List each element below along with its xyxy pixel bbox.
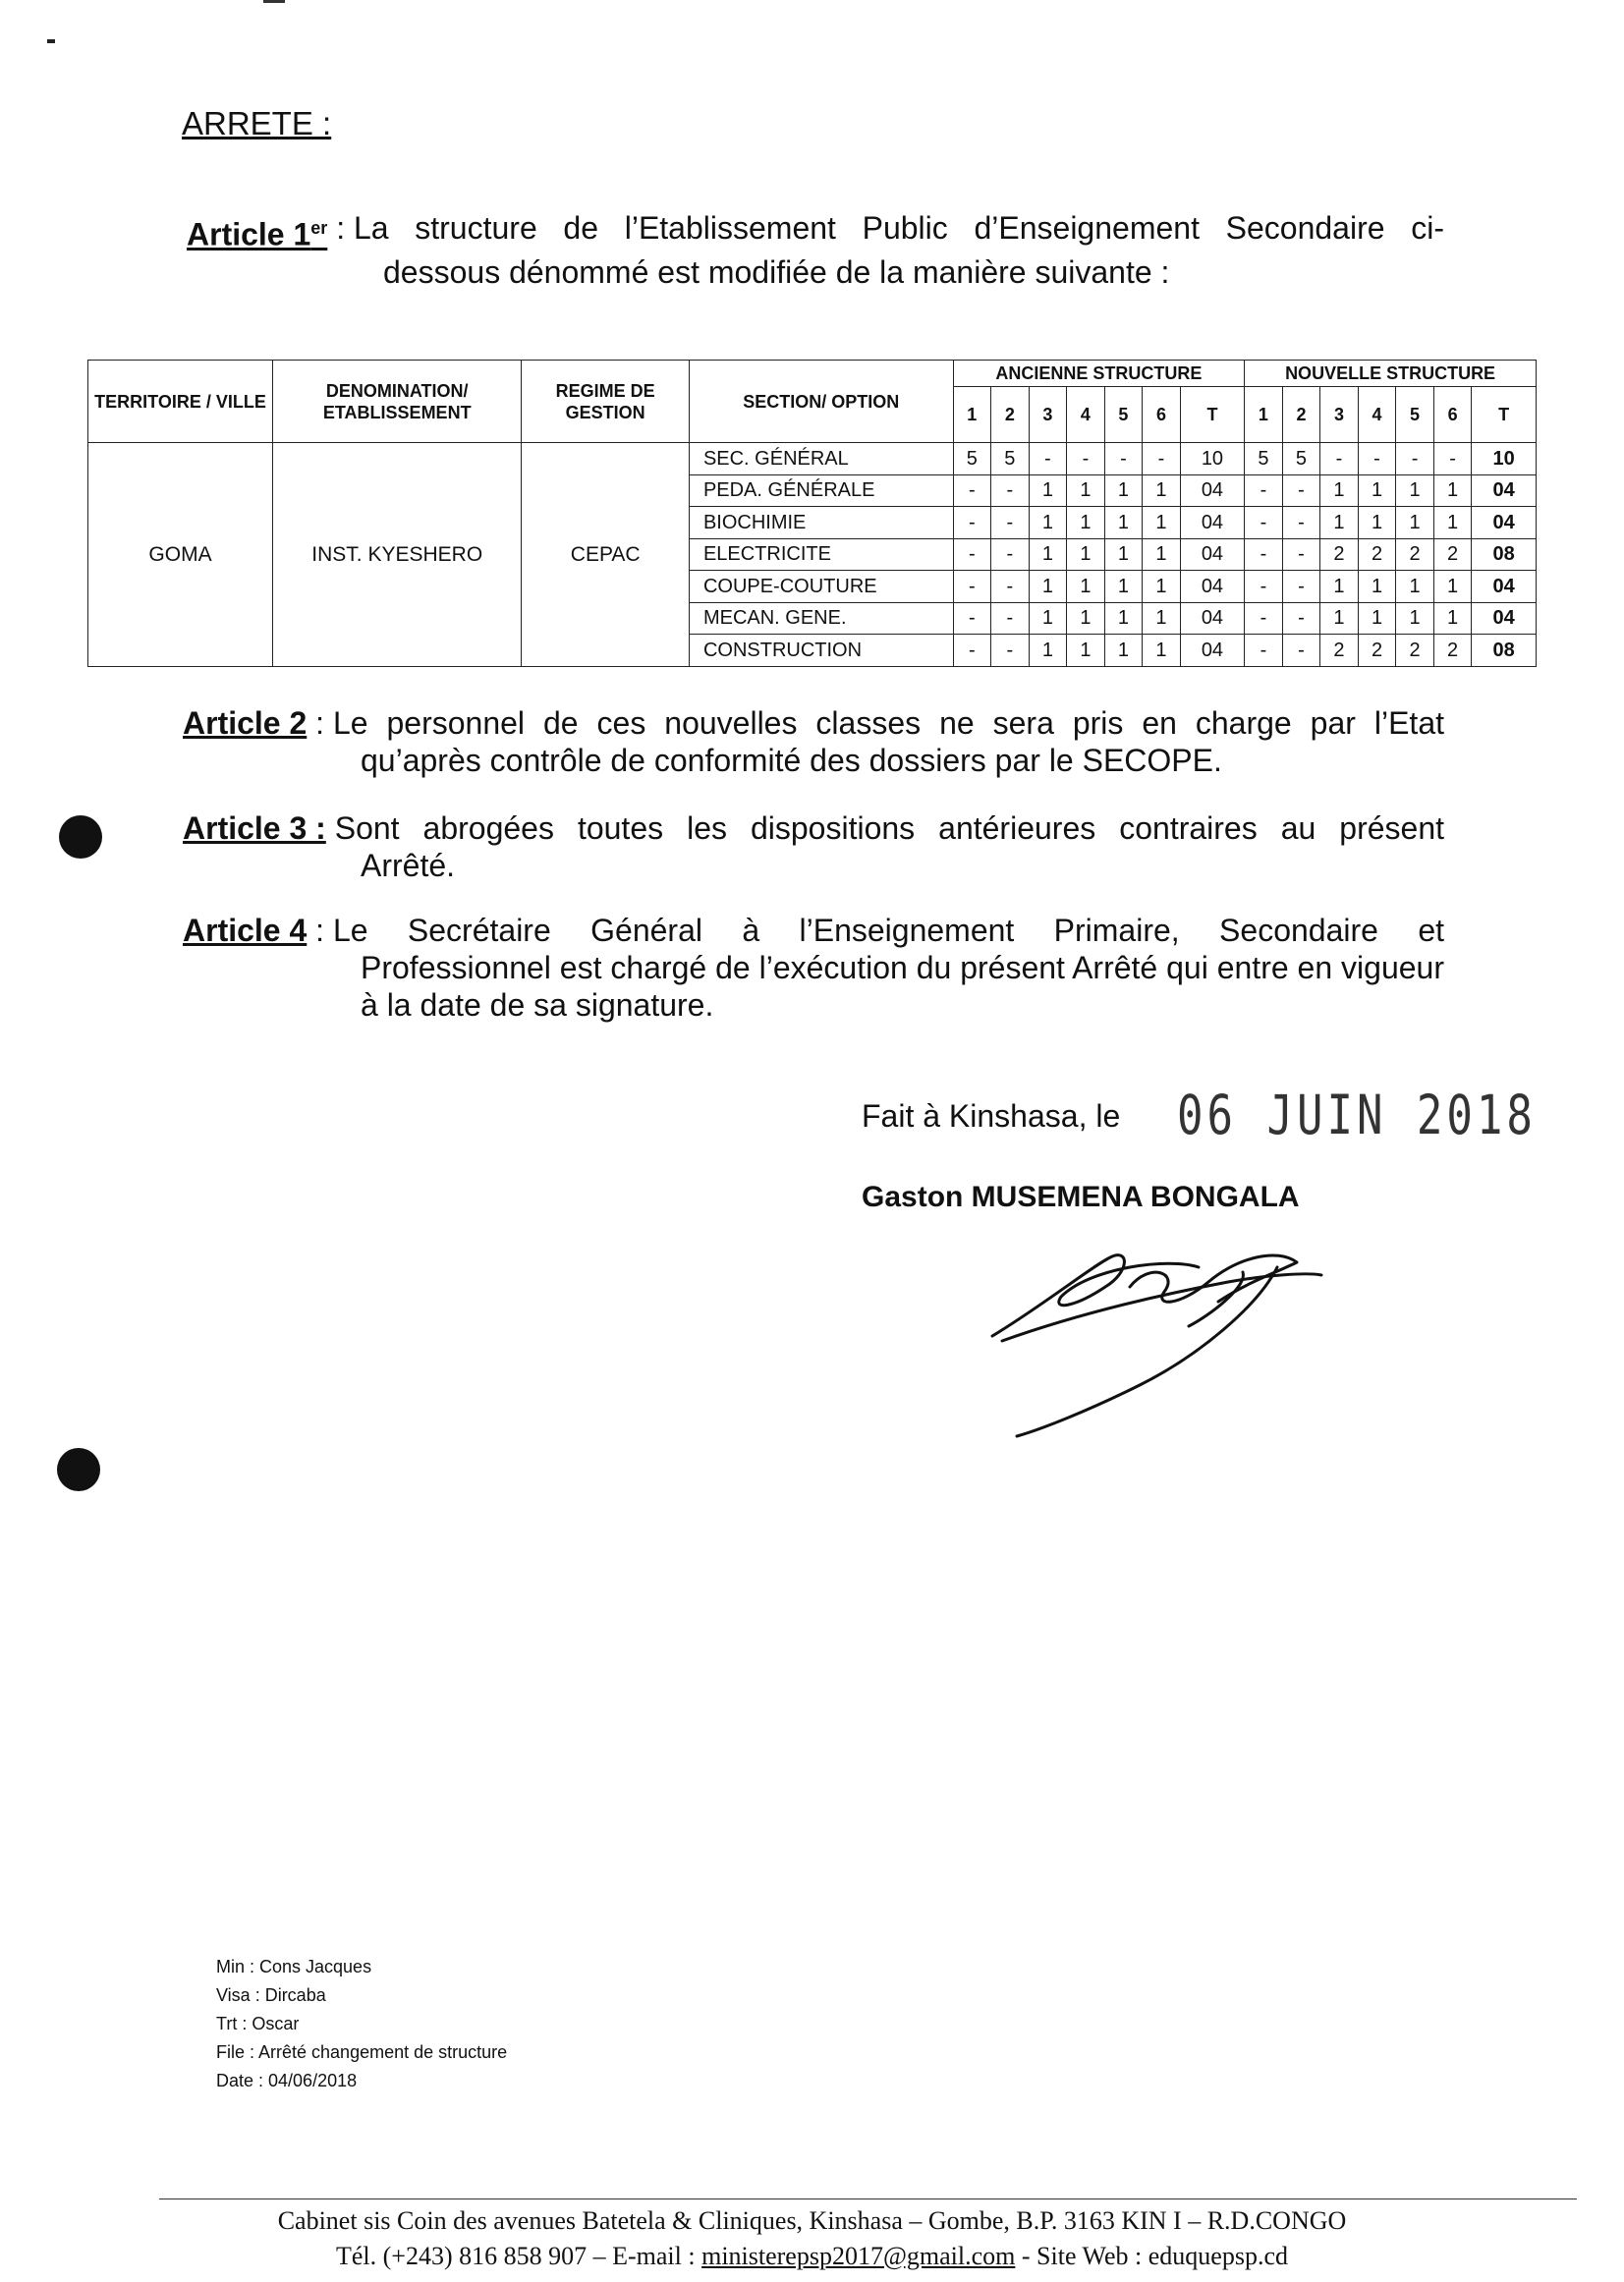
ancienne-value-cell: 1	[1067, 602, 1105, 635]
ancienne-value-cell: -	[1029, 443, 1067, 475]
article-2-text-rest: qu’après contrôle de conformité des dossiers par le SECOPE.	[361, 743, 1222, 778]
structure-table-body	[88, 443, 1537, 667]
ancienne-value-cell: -	[953, 571, 991, 603]
article-3-text-rest: Arrêté.	[361, 848, 456, 883]
reference-line: Visa : Dircaba	[216, 1985, 326, 2005]
footer-address: Cabinet sis Coin des avenues Batetela & Cliniques, Kinshasa – Gombe, B.P. 3163 KIN I – R.D.CONGO	[277, 2206, 1347, 2235]
nouvelle-value-cell: 1	[1320, 602, 1359, 635]
ancienne-value-cell: 1	[1029, 635, 1067, 667]
ancienne-value-cell: 04	[1180, 571, 1244, 603]
ancienne-value-cell: 1	[1104, 538, 1143, 571]
nouvelle-value-cell: 1	[1396, 602, 1434, 635]
col-header: 1	[953, 387, 991, 443]
ancienne-value-cell: 1	[1104, 635, 1143, 667]
ancienne-value-cell: 1	[1143, 635, 1181, 667]
nouvelle-value-cell: 1	[1433, 602, 1472, 635]
signer-name: Gaston MUSEMENA BONGALA	[862, 1181, 1300, 1213]
option-cell: PEDA. GÉNÉRALE	[689, 474, 953, 507]
header-denomination: DENOMINATION/ ETABLISSEMENT	[273, 361, 522, 443]
header-ancienne: ANCIENNE STRUCTURE	[953, 361, 1245, 387]
ancienne-value-cell: 04	[1180, 602, 1244, 635]
document-heading: ARRETE :	[182, 105, 332, 141]
article-3-text-line1: Sont abrogées toutes les dispositions antérieures contraires au présent	[334, 810, 1444, 846]
ancienne-value-cell: 5	[991, 443, 1030, 475]
nouvelle-value-cell: 04	[1472, 507, 1537, 539]
nouvelle-value-cell: 1	[1358, 571, 1396, 603]
nouvelle-value-cell: -	[1358, 443, 1396, 475]
scan-mark	[47, 39, 55, 43]
ancienne-value-cell: -	[991, 538, 1030, 571]
option-cell: SEC. GÉNÉRAL	[689, 443, 953, 475]
nouvelle-value-cell: -	[1245, 635, 1283, 667]
nouvelle-value-cell: 1	[1433, 507, 1472, 539]
reference-line: Date : 04/06/2018	[216, 2071, 358, 2090]
scan-mark	[263, 0, 285, 3]
nouvelle-value-cell: 1	[1433, 474, 1472, 507]
article-1	[187, 209, 1444, 291]
ancienne-value-cell: 1	[1067, 635, 1105, 667]
nouvelle-value-cell: -	[1396, 443, 1434, 475]
col-header: 4	[1067, 387, 1105, 443]
date-stamp: 06 JUIN 2018	[1177, 1085, 1537, 1147]
col-header: 2	[1282, 387, 1320, 443]
nouvelle-value-cell: 2	[1396, 635, 1434, 667]
ancienne-value-cell: -	[991, 571, 1030, 603]
article-1-text-line1: La structure de l’Etablissement Public d’Enseignement Secondaire ci-	[353, 210, 1444, 246]
nouvelle-value-cell: 1	[1320, 507, 1359, 539]
signature-scribble	[982, 1228, 1356, 1444]
nouvelle-value-cell: 1	[1320, 571, 1359, 603]
nouvelle-value-cell: -	[1245, 571, 1283, 603]
ancienne-value-cell: 1	[1104, 602, 1143, 635]
nouvelle-value-cell: 1	[1433, 571, 1472, 603]
table-row	[88, 443, 1537, 475]
ancienne-value-cell: -	[991, 635, 1030, 667]
article-2	[183, 704, 1444, 779]
ancienne-value-cell: 1	[1104, 507, 1143, 539]
structure-table	[87, 360, 1537, 667]
ancienne-value-cell: 04	[1180, 474, 1244, 507]
ancienne-value-cell: 1	[1143, 571, 1181, 603]
header-regime: REGIME DE GESTION	[522, 361, 690, 443]
reference-line: File : Arrêté changement de structure	[216, 2042, 508, 2062]
ancienne-value-cell: 1	[1029, 571, 1067, 603]
footer	[0, 2203, 1624, 2274]
footer-email-link[interactable]: ministerepsp2017@gmail.com	[701, 2242, 1016, 2270]
ancienne-value-cell: 5	[953, 443, 991, 475]
article-1-label: Article 1er	[187, 216, 328, 252]
ancienne-value-cell: 1	[1143, 474, 1181, 507]
col-header: T	[1180, 387, 1244, 443]
footer-contact: Tél. (+243) 816 858 907 – E-mail : ministerepsp2017@gmail.com - Site Web : eduquepsp.cd	[335, 2242, 1288, 2270]
nouvelle-value-cell: 10	[1472, 443, 1537, 475]
nouvelle-value-cell: 1	[1396, 474, 1434, 507]
col-header: 4	[1358, 387, 1396, 443]
nouvelle-value-cell: -	[1282, 571, 1320, 603]
ancienne-value-cell: 1	[1067, 538, 1105, 571]
article-1-text-rest: dessous dénommé est modifiée de la manière suivante :	[383, 253, 1170, 290]
ancienne-value-cell: 1	[1067, 507, 1105, 539]
article-2-label: Article 2	[183, 705, 308, 741]
ancienne-value-cell: 10	[1180, 443, 1244, 475]
nouvelle-value-cell: 04	[1472, 474, 1537, 507]
nouvelle-value-cell: 2	[1396, 538, 1434, 571]
ancienne-value-cell: 1	[1029, 507, 1067, 539]
article-4-sep: :	[307, 913, 333, 948]
nouvelle-value-cell: 2	[1433, 538, 1472, 571]
ancienne-value-cell: -	[953, 602, 991, 635]
nouvelle-value-cell: -	[1433, 443, 1472, 475]
nouvelle-value-cell: 1	[1396, 507, 1434, 539]
ancienne-value-cell: -	[953, 474, 991, 507]
nouvelle-value-cell: 2	[1320, 538, 1359, 571]
nouvelle-value-cell: 2	[1433, 635, 1472, 667]
nouvelle-value-cell: 1	[1358, 602, 1396, 635]
nouvelle-value-cell: 5	[1282, 443, 1320, 475]
nouvelle-value-cell: -	[1245, 602, 1283, 635]
article-4-text-rest: Professionnel est chargé de l’exécution du présent Arrêté qui entre en vigueur à la date de sa signature.	[361, 950, 1444, 1023]
regime-cell: CEPAC	[522, 443, 690, 667]
nouvelle-value-cell: 04	[1472, 602, 1537, 635]
nouvelle-value-cell: 1	[1358, 474, 1396, 507]
ancienne-value-cell: -	[953, 538, 991, 571]
article-4-text-line1: Le Secrétaire Général à l’Enseignement Primaire, Secondaire et	[332, 913, 1444, 948]
nouvelle-value-cell: -	[1282, 507, 1320, 539]
ancienne-value-cell: 04	[1180, 538, 1244, 571]
nouvelle-value-cell: 2	[1320, 635, 1359, 667]
ancienne-value-cell: 1	[1029, 474, 1067, 507]
nouvelle-value-cell: 1	[1320, 474, 1359, 507]
ancienne-value-cell: -	[991, 602, 1030, 635]
ancienne-value-cell: -	[1104, 443, 1143, 475]
etablissement-cell: INST. KYESHERO	[273, 443, 522, 667]
nouvelle-value-cell: 2	[1358, 538, 1396, 571]
nouvelle-value-cell: 1	[1396, 571, 1434, 603]
col-header: T	[1472, 387, 1537, 443]
nouvelle-value-cell: -	[1245, 507, 1283, 539]
ancienne-value-cell: 1	[1143, 602, 1181, 635]
nouvelle-value-cell: 04	[1472, 571, 1537, 603]
nouvelle-value-cell: 5	[1245, 443, 1283, 475]
ancienne-value-cell: 04	[1180, 635, 1244, 667]
article-2-text-line1: Le personnel de ces nouvelles classes ne sera pris en charge par l’Etat	[332, 705, 1444, 741]
article-4-label: Article 4	[183, 913, 308, 948]
territoire-cell: GOMA	[88, 443, 273, 667]
ancienne-value-cell: 1	[1067, 474, 1105, 507]
article-3-label: Article 3 :	[183, 810, 326, 846]
reference-line: Trt : Oscar	[216, 2014, 300, 2033]
ancienne-value-cell: 1	[1067, 571, 1105, 603]
option-cell: CONSTRUCTION	[689, 635, 953, 667]
option-cell: COUPE-COUTURE	[689, 571, 953, 603]
nouvelle-value-cell: -	[1282, 538, 1320, 571]
col-header: 2	[991, 387, 1030, 443]
ancienne-value-cell: 1	[1104, 474, 1143, 507]
ancienne-value-cell: 1	[1029, 602, 1067, 635]
punch-hole-bottom	[57, 1448, 100, 1491]
place-and-date-label: Fait à Kinshasa, le	[862, 1098, 1121, 1134]
ancienne-value-cell: -	[953, 507, 991, 539]
article-1-sep: :	[327, 210, 354, 246]
article-3-sep	[326, 809, 335, 847]
reference-line: Min : Cons Jacques	[216, 1957, 372, 1976]
article-2-sep: :	[307, 705, 333, 741]
col-header: 6	[1143, 387, 1181, 443]
ancienne-value-cell: -	[991, 507, 1030, 539]
ancienne-value-cell: -	[991, 474, 1030, 507]
header-territoire: TERRITOIRE / VILLE	[88, 361, 273, 443]
ancienne-value-cell: 1	[1143, 507, 1181, 539]
col-header: 6	[1433, 387, 1472, 443]
header-section: SECTION/ OPTION	[689, 361, 953, 443]
ancienne-value-cell: 1	[1143, 538, 1181, 571]
nouvelle-value-cell: -	[1282, 602, 1320, 635]
references-block	[216, 1953, 507, 2095]
ancienne-value-cell: -	[1143, 443, 1181, 475]
nouvelle-value-cell: -	[1245, 538, 1283, 571]
option-cell: MECAN. GENE.	[689, 602, 953, 635]
ancienne-value-cell: 1	[1029, 538, 1067, 571]
option-cell: BIOCHIMIE	[689, 507, 953, 539]
col-header: 5	[1396, 387, 1434, 443]
nouvelle-value-cell: 08	[1472, 635, 1537, 667]
col-header: 1	[1245, 387, 1283, 443]
article-3	[183, 809, 1444, 884]
col-header: 3	[1029, 387, 1067, 443]
nouvelle-value-cell: -	[1282, 474, 1320, 507]
nouvelle-value-cell: 2	[1358, 635, 1396, 667]
col-header: 3	[1320, 387, 1359, 443]
punch-hole-top	[59, 815, 102, 859]
nouvelle-value-cell: 08	[1472, 538, 1537, 571]
ancienne-value-cell: 04	[1180, 507, 1244, 539]
nouvelle-value-cell: -	[1320, 443, 1359, 475]
article-4	[183, 912, 1444, 1024]
nouvelle-value-cell: -	[1282, 635, 1320, 667]
nouvelle-value-cell: -	[1245, 474, 1283, 507]
nouvelle-value-cell: 1	[1358, 507, 1396, 539]
ancienne-value-cell: -	[1067, 443, 1105, 475]
ancienne-value-cell: -	[953, 635, 991, 667]
header-nouvelle: NOUVELLE STRUCTURE	[1245, 361, 1537, 387]
col-header: 5	[1104, 387, 1143, 443]
ancienne-value-cell: 1	[1104, 571, 1143, 603]
option-cell: ELECTRICITE	[689, 538, 953, 571]
